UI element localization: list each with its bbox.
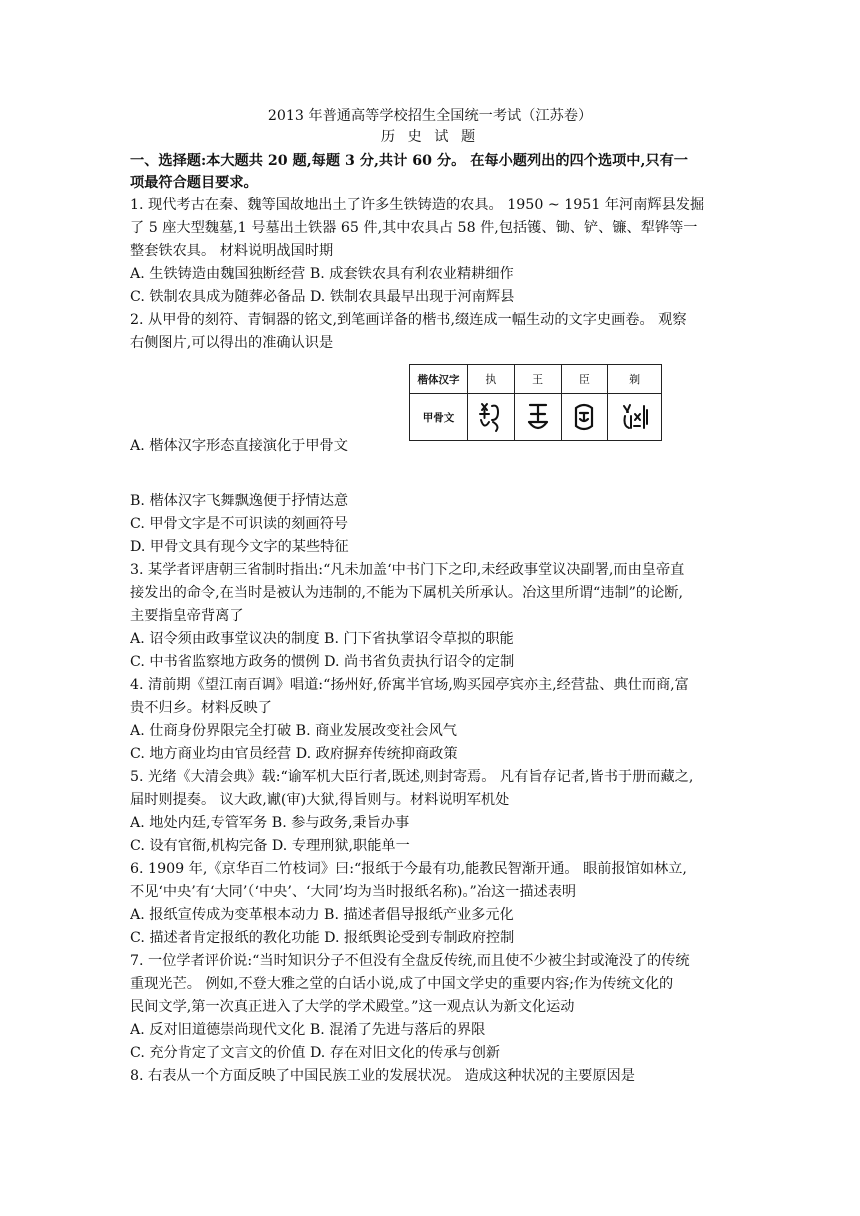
q7-stem-line: 重现光芒。 例如,不登大雅之堂的白话小说,成了中国文学史的重要内容;作为传统文化的 xyxy=(130,976,674,992)
q2-option-line: A. 楷体汉字形态直接演化于甲骨文 xyxy=(130,438,348,454)
q3-stem-line: 接发出的命令,在当时是被认为违制的,不能为下属机关所承认。冶这里所谓“违制”的论断, xyxy=(130,585,683,601)
oracle-glyph-ti-icon xyxy=(620,400,650,434)
q7-stem-line: 7. 一位学者评价说:“当时知识分子不但没有全盘反传统,而且使不少被尘封或淹没了的传统 xyxy=(130,953,690,969)
q7-stem-line: 民间文学,第一次真正进入了大学的学术殿堂。”这一观点认为新文化运动 xyxy=(130,999,575,1015)
q2-option-line: D. 甲骨文具有现今文字的某些特征 xyxy=(130,539,349,555)
q2-stem-line: 右侧图片,可以得出的准确认识是 xyxy=(130,335,334,351)
q3-option-line: C. 中书省监察地方政务的惯例 D. 尚书省负责执行诏令的定制 xyxy=(130,654,515,670)
q8-stem-line: 8. 右表从一个方面反映了中国民族工业的发展状况。 造成这种状况的主要原因是 xyxy=(130,1068,635,1084)
q1-option-line: A. 生铁铸造由魏国独断经营 B. 成套铁农具有利农业精耕细作 xyxy=(130,266,514,282)
oracle-glyph-chen xyxy=(561,394,608,441)
kaishu-char: 臣 xyxy=(561,365,608,394)
oracle-row xyxy=(410,394,662,441)
oracle-glyph-zhi-icon xyxy=(478,400,504,434)
q4-stem-line: 4. 清前期《望江南百调》唱道:“扬州好,侨寓半官场,购买园亭宾亦主,经营盐、典仕而商,富 xyxy=(130,677,689,693)
exam-title: 2013 年普通高等学校招生全国统一考试（江苏卷） xyxy=(267,108,593,124)
q1-stem-line: 了 5 座大型魏墓,1 号墓出土铁器 65 件,其中农具占 58 件,包括镬、锄、铲、镰、犁铧等一 xyxy=(130,220,698,236)
oracle-glyph-chen-icon xyxy=(571,400,597,434)
q7-option-line: C. 充分肯定了文言文的价值 D. 存在对旧文化的传承与创新 xyxy=(130,1045,501,1061)
q5-stem-line: 5. 光绪《大清会典》载:“谕军机大臣行者,既述,则封寄焉。 凡有旨存记者,皆书于册而藏之, xyxy=(130,769,694,785)
oracle-glyph-wang-icon xyxy=(525,400,551,434)
q6-stem-line: 不见‘中央’有‘大同’（‘中央’、‘大同’均为当时报纸名称)。”冶这一描述表明 xyxy=(130,884,577,900)
q3-option-line: A. 诏令须由政事堂议决的制度 B. 门下省执掌诏令草拟的职能 xyxy=(130,631,514,647)
kaishu-header: 楷体汉字 xyxy=(410,365,468,394)
q5-option-line: C. 设有官衙,机构完备 D. 专理刑狱,职能单一 xyxy=(130,838,410,854)
kaishu-char: 王 xyxy=(514,365,561,394)
q2-option-line: B. 楷体汉字飞舞飘逸便于抒情达意 xyxy=(130,493,349,509)
q6-stem-line: 6. 1909 年,《京华百二竹枝词》曰:“报纸于今最有功,能教民智渐开通。 眼前报馆如林立, xyxy=(130,861,687,877)
q1-stem-line: 1. 现代考古在秦、魏等国故地出土了许多生铁铸造的农具。 1950 ~ 1951 年河南辉县发掘 xyxy=(130,197,705,213)
kaishu-char: 剃 xyxy=(608,365,662,394)
q3-stem-line: 主要指皇帝背离了 xyxy=(130,608,244,624)
script-comparison-table xyxy=(409,364,662,441)
oracle-header: 甲骨文 xyxy=(410,394,468,441)
q1-stem-line: 整套铁农具。 材料说明战国时期 xyxy=(130,243,334,259)
kaishu-char: 执 xyxy=(468,365,515,394)
q1-option-line: C. 铁制农具成为随葬必备品 D. 铁制农具最早出现于河南辉县 xyxy=(130,289,515,305)
q6-option-line: A. 报纸宣传成为变革根本动力 B. 描述者倡导报纸产业多元化 xyxy=(130,907,514,923)
section-heading: 一、选择题:本大题共 20 题,每题 3 分,共计 60 分。 在每小题列出的四个选项中,只有一 xyxy=(130,153,688,169)
q2-option-line: C. 甲骨文字是不可识读的刻画符号 xyxy=(130,516,348,532)
q5-option-line: A. 地处内廷,专管军务 B. 参与政务,秉旨办事 xyxy=(130,815,410,831)
q4-option-line: A. 仕商身份界限完全打破 B. 商业发展改变社会风气 xyxy=(130,723,457,739)
q7-option-line: A. 反对旧道德崇尚现代文化 B. 混淆了先进与落后的界限 xyxy=(130,1022,486,1038)
q3-stem-line: 3. 某学者评唐朝三省制时指出:“凡未加盖‘中书门下之印,未经政事堂议决副署,而由皇帝直 xyxy=(130,562,685,578)
oracle-glyph-zhi xyxy=(468,394,515,441)
q2-stem-line: 2. 从甲骨的刻符、青铜器的铭文,到笔画详备的楷书,缀连成一幅生动的文字史画卷。 观察 xyxy=(130,312,687,328)
q4-stem-line: 贵不归乡。材料反映了 xyxy=(130,700,272,716)
q4-option-line: C. 地方商业均由官员经营 D. 政府摒弃传统抑商政策 xyxy=(130,746,458,762)
q6-option-line: C. 描述者肯定报纸的教化功能 D. 报纸舆论受到专制政府控制 xyxy=(130,930,515,946)
q5-stem-line: 届时则提奏。 议大政,谳(审)大狱,得旨则与。材料说明军机处 xyxy=(130,792,510,808)
oracle-glyph-wang xyxy=(514,394,561,441)
kaishu-row xyxy=(410,365,662,394)
oracle-glyph-ti xyxy=(608,394,662,441)
exam-subject: 历 史 试 题 xyxy=(380,129,480,145)
section-heading-cont: 项最符合题目要求。 xyxy=(130,175,258,191)
